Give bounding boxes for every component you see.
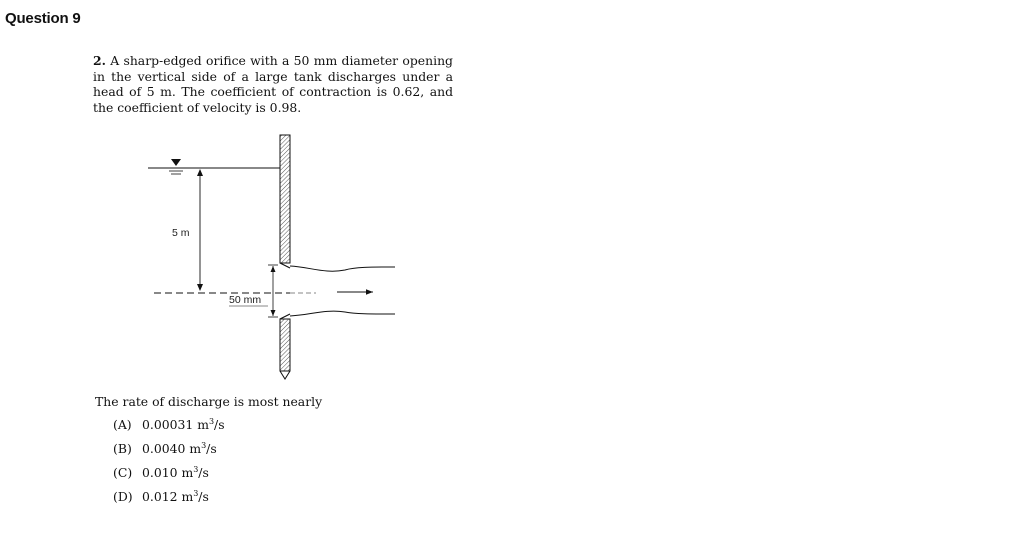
- water-level-symbol: [171, 159, 181, 166]
- tank-wall-upper: [280, 135, 290, 263]
- jet-upper-edge: [290, 266, 395, 271]
- choice-letter: (C): [113, 465, 133, 480]
- problem-body: A sharp-edged orifice with a 50 mm diameter opening in the vertical side of a large tank discharges under a head of 5 m. The coefficient of contraction is 0.62, and the coefficient of velocity is 0.98.: [93, 53, 453, 115]
- answer-choices: [113, 416, 225, 512]
- diameter-label: 50 mm: [229, 294, 262, 306]
- choice-letter: (D): [113, 489, 133, 504]
- choice-letter: (B): [113, 441, 132, 456]
- problem-statement: [93, 53, 453, 115]
- orifice-diagram: [140, 128, 410, 383]
- question-prompt: The rate of discharge is most nearly: [95, 394, 323, 409]
- choice-value: 0.010: [142, 465, 178, 480]
- choice-c[interactable]: (C) 0.010 $m^3/s$: [113, 465, 209, 480]
- choice-b[interactable]: (B) 0.0040 $m^3/s$: [113, 441, 217, 456]
- problem-number: 2.: [93, 53, 106, 68]
- jet-lower-edge: [290, 311, 395, 316]
- choice-value: 0.012: [142, 489, 178, 504]
- choice-value: 0.0040: [142, 441, 186, 456]
- choice-letter: (A): [113, 417, 132, 432]
- question-title: Question 9: [5, 10, 81, 27]
- choice-a[interactable]: (A) 0.00031 $m^3/s$: [113, 417, 225, 432]
- head-label: 5 m: [172, 227, 190, 239]
- choice-value: 0.00031: [142, 417, 194, 432]
- tank-wall-lower: [280, 319, 290, 371]
- choice-d[interactable]: (D) 0.012 $m^3/s$: [113, 489, 209, 504]
